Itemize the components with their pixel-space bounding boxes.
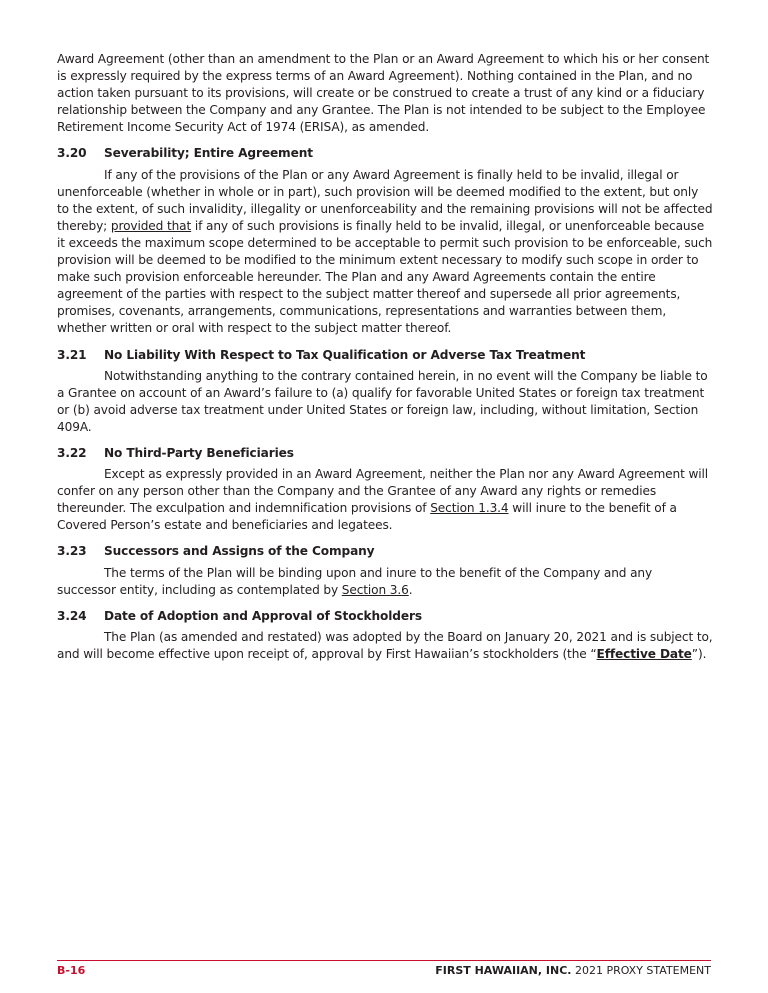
provided-that-term: provided that xyxy=(110,218,192,233)
section-number: 3.20 xyxy=(57,146,87,161)
section-title: Severability; Entire Agreement xyxy=(104,146,313,161)
intro-paragraph: Award Agreement (other than an amendment to the Plan or an Award Agreement to which his or her consent is expressly required by the express terms of an Award Agreement). Nothing contained in the Plan, and no action taken pursuant to its provisions, will create or be construed to create a trust of any kind or a fiduciary relationship between the Company and any Grantee. The Plan is not intended to be subject to the Employee Retirement Income Security Act of 1974 (ERISA), as amended. xyxy=(57,52,710,135)
section-number: 3.21 xyxy=(57,347,87,362)
section-heading-3-21 xyxy=(57,347,713,364)
section-3-21-paragraph: Notwithstanding anything to the contrary contained herein, in no event will the Company be liable to a Grantee on account of an Award’s failure to (a) qualify for favorable United States or foreign tax treatment or (b) avoid adverse tax treatment under United States or foreign law, including, without limitation, Section 409A. xyxy=(57,368,708,434)
section-heading-3-24 xyxy=(57,608,713,625)
section-heading-3-22 xyxy=(57,445,713,462)
section-title: No Liability With Respect to Tax Qualification or Adverse Tax Treatment xyxy=(104,347,586,362)
section-heading-3-20 xyxy=(57,145,713,162)
section-title: Successors and Assigns of the Company xyxy=(104,544,375,559)
section-3-24-paragraph: The Plan (as amended and restated) was adopted by the Board on January 20, 2021 and is subject to, and will become effective upon receipt of, approval by First Hawaiian’s stockholders (the “Effective Date”). xyxy=(57,629,713,661)
section-title: Date of Adoption and Approval of Stockholders xyxy=(104,608,422,623)
page-footer xyxy=(57,960,711,978)
footer-title xyxy=(435,963,711,978)
section-heading-3-23 xyxy=(57,543,713,560)
document-name: 2021 PROXY STATEMENT xyxy=(571,964,711,977)
section-number: 3.24 xyxy=(57,608,87,623)
company-name: FIRST HAWAIIAN, INC. xyxy=(435,964,572,977)
section-number: 3.23 xyxy=(57,544,87,559)
section-3-23-paragraph: The terms of the Plan will be binding upon and inure to the benefit of the Company and any successor entity, including as contemplated by Section 3.6. xyxy=(57,565,653,597)
effective-date-term: Effective Date xyxy=(596,646,692,661)
section-number: 3.22 xyxy=(57,445,87,460)
section-1-3-4-link[interactable]: Section 1.3.4 xyxy=(430,501,509,516)
section-3-20-paragraph: If any of the provisions of the Plan or any Award Agreement is finally held to be invalid, illegal or unenforceable (whether in whole or in part), such provision will be deemed modified to the extent, but only to the extent, of such invalidity, illegality or unenforceability and the remaining provisions will not be affected thereby; provided that if any of such provisions is finally held to be invalid, illegal, or unenforceable because it exceeds the maximum scope determined to be acceptable to permit such provision to be enforceable, such provision will be deemed to be modified to the minimum extent necessary to modify such scope in order to make such provision enforceable hereunder. The Plan and any Award Agreements contain the entire agreement of the parties with respect to the subject matter thereof and supersede all prior agreements, promises, covenants, arrangements, communications, representations and warranties between them, whether written or oral with respect to the subject matter thereof. xyxy=(57,167,713,336)
document-body xyxy=(57,51,713,663)
section-title: No Third-Party Beneficiaries xyxy=(104,445,294,460)
section-3-6-link[interactable]: Section 3.6 xyxy=(341,582,409,597)
section-3-22-paragraph: Except as expressly provided in an Award Agreement, neither the Plan nor any Award Agreement will confer on any person other than the Company and the Grantee of any Award any rights or remedies thereunder. The exculpation and indemnification provisions of Section 1.3.4 will inure to the benefit of a Covered Person’s estate and beneficiaries and legatees. xyxy=(57,467,709,533)
page-number: B-16 xyxy=(57,964,86,977)
